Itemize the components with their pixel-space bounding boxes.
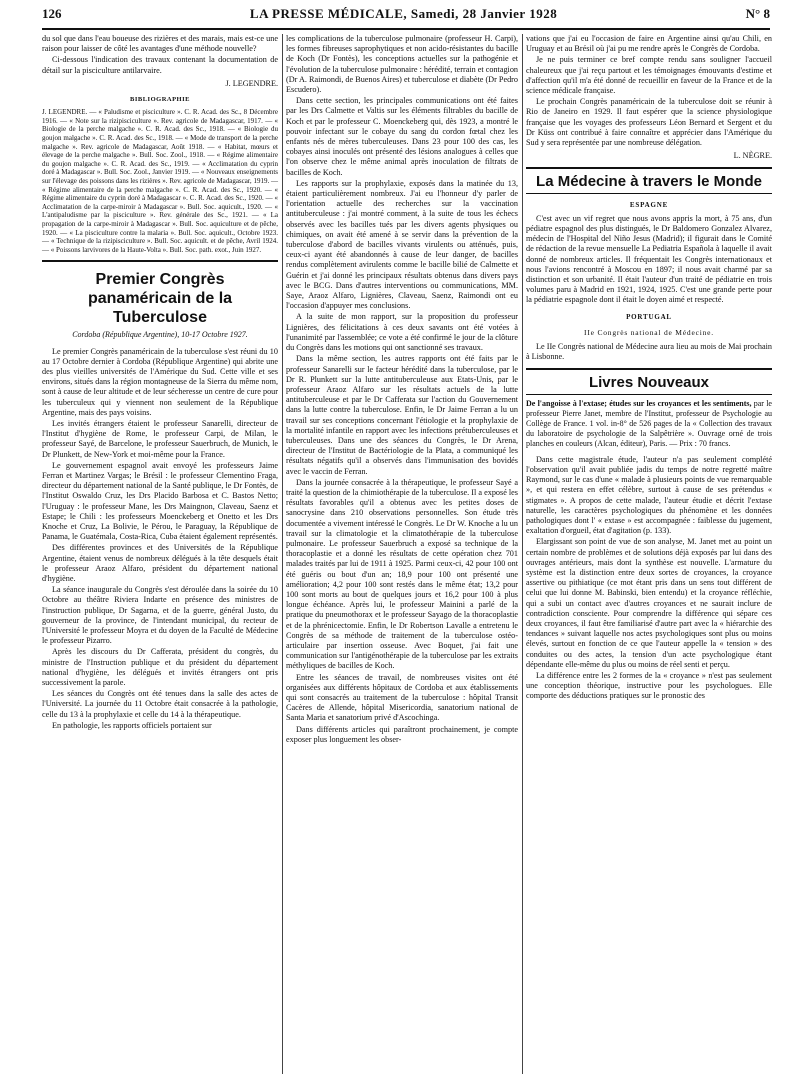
country-heading: PORTUGAL xyxy=(626,312,672,321)
author-signature: L. NÈGRE. xyxy=(733,151,772,161)
section-divider xyxy=(526,193,772,194)
paragraph: Je ne puis terminer ce bref compte rendu sans souligner l'accueil chaleureux que j'ai reçu partout et les témoignages émouvants d'estime et d'affection qu'il m'a été donné de recueillir en faveur de la France et de la science médicale française. xyxy=(526,55,772,96)
paragraph: C'est avec un vif regret que nous avons appris la mort, à 75 ans, d'un pédiatre espagnol des plus distingués, le Dr Baldomero Gonzalez Alvarez, médecin de l'Hospital del Niño Jesus (Madrid); il figurait dans le Comité de rédaction de la revue mensuelle La Pediatria Española à laquelle il avait donné de nombreux articles. Il fréquentait les Congrès internationaux et nous l'avions rencontré à Moscou en 1897; il nous avait charmé par sa distinction et son urbanité. Il était l'auteur d'un traité de pédiatrie en trois volumes paru à Madrid en 1921, 1924, 1925. C'est une grande perte pour la pédiatrie espagnole dont il était le doyen aimé et respecté. xyxy=(526,213,772,305)
book-title: De l'angoisse à l'extase; études sur les croyances et les sentiments, xyxy=(526,398,752,408)
paragraph: Les séances du Congrès ont été tenues dans la salle des actes de l'Université. La journée du 11 Octobre était consacrée à la pathologie, celle du 13 à la prophylaxie et celle du 14 à la thérapeutique. xyxy=(42,689,278,719)
article-title: Premier Congrès panaméricain de la Tuberculose xyxy=(87,271,233,327)
book-entry xyxy=(526,399,772,449)
bibliography-heading: BIBLIOGRAPHIE xyxy=(130,96,190,104)
paragraph: Les rapports sur la prophylaxie, exposés dans la matinée du 13, étaient particulièrement nombreux. J'ai eu l'honneur d'y parler de l'orientation actuelle des recherches sur la vaccination antituberculeuse : j'ai montré comment, à la suite de tous les échecs observés avec les bacilles tués par les divers agents physiques ou chimiques, on avait été amené à se servir dans la prévention de la tuberculose d'abord de bacilles vivants virulents ou atténués, puis, ceux-ci ayant été abandonnés à cause de leur danger, de bacilles rendus complètement avirulents comme le bacille bilié de Calmette et Guérin et j'ai donné les principaux résultats obtenus dans divers pays avec le BCG. Dans d'autres interventions ou communications, MM. Saye, Araoz Alfaro, Lignières, Claveau, Saenz, Raimondi ont eu l'occasion d'appuyer mes conclusions. xyxy=(286,178,518,311)
paragraph: Ci-dessous l'indication des travaux contenant la documentation de détail sur la pisciculture antilarvaire. xyxy=(42,55,278,75)
paragraph: Le gouvernement espagnol avait envoyé les professeurs Jaime Ferran et Martinez Vargas; le Brésil : le professeur Clementino Fraga, directeur du département national de la Santé publique, le Dr Fontès, de l'Institut Oswaldo Cruz, les Drs Placido Barbosa et C. Bastos Netto; l'Uruguay : le professeur Mane, les Drs Maingnon, Claveau, Saenz et Estape; le Chili : les professeurs Moenckeberg et Onetto et les Drs Knoche et Cruz, La Bolivie, le Pérou, le Paraguay, la République de Panama, le Guatémala, Costa-Rica, Cuba étaient également représentés. xyxy=(42,460,278,542)
section-divider xyxy=(526,167,772,169)
paragraph: A la suite de mon rapport, sur la proposition du professeur Lignières, des félicitations à ces deux savants ont été votées à l'unanimité par l'assemblée; ce vote a été confirmé le jour de la clôture du Congrès dans les motions qui ont sanctionné ses travaux. xyxy=(286,312,518,353)
column-3 xyxy=(526,34,772,703)
paragraph: Le IIe Congrès national de Médecine aura lieu au mois de Mai prochain à Lisbonne. xyxy=(526,342,772,362)
paragraph: Elargissant son point de vue de son analyse, M. Janet met au point un certain nombre de problèmes et de solutions déjà exposés par lui dans des ouvrages antérieurs, mais dont la synthèse est nouvelle. L'armature du système est la distinction entre deux sortes de croyances, la croyance assertive ou pithiatique (ce mot étant pris dans un sens tout différent de celui que lui donne M. Babinski, bien entendu) et la croyance réfléchie, qui a subi un contact avec d'autres croyances et ne saurait inclure de contradiction consciente. Pour comprendre la différence qui sépare ces deux croyances, il faut être familiarisé d'autre part avec la « hiérarchie des tendances » suivant laquelle nos actes psychologiques sont plus ou moins élevés, surtout en fonction de ce que l'auteur appelle la « tension » des conduites ou des actes, la tension d'un acte psychologique étant dépendante elle-même du plus ou moins de réel senti et perçu. xyxy=(526,537,772,669)
journal-title: LA PRESSE MÉDICALE, Samedi, 28 Janvier 1928 xyxy=(249,6,558,21)
paragraph: Dans cette section, les principales communications ont été faites par les Drs Calmette et Valtis sur les éléments filtrables du bacille de Koch et par le professeur C. Moenckeberg qui, dès 1923, a montré le pouvoir infectant sur le cobaye du sang du cordon fœtal chez les enfants nés de mères tuberculeuses. Dans 23 pour 100 des cas, les cobayes ainsi inoculés ont présenté des lésions analogues à celles que l'on observe chez le même animal après inoculation de filtrats de bacilles de Koch. xyxy=(286,96,518,177)
article-dateline: Cordoba (République Argentine), 10-17 Octobre 1927. xyxy=(72,330,248,340)
issue-number: N° 8 xyxy=(745,6,770,21)
paragraph: La séance inaugurale du Congrès s'est déroulée dans la soirée du 10 Octobre au théâtre Riviera Indarte en présence des ministres de l'instruction publique, Dr Sagarna, et de la guerre, général Justo, du gouverneur de la province, de l'intendant municipal, du recteur de l'Université le professeur Moyra et du doyen de la Faculté de Médecine le professeur Pizarro. xyxy=(42,585,278,646)
paragraph: Des différentes provinces et des Universités de la République Argentine, étaient venus de nombreux délégués à la tête desquels était le professeur Araoz Alfaro, président du département national d'hygiène. xyxy=(42,543,278,583)
paragraph: Les invités étrangers étaient le professeur Sanarelli, directeur de l'Institut d'hygiène de Rome, le professeur Carpi, de Milan, le professeur Sayé, de Barcelone, le professeur Sauerbruch, de Munich, le Dr Plunkett, de New-York et moi-même pour la France. xyxy=(42,418,278,459)
section-divider xyxy=(526,368,772,370)
paragraph: Entre les séances de travail, de nombreuses visites ont été organisées aux différents hôpitaux de Cordoba et aux établissements qui sont consacrés au traitement de la tuberculose : hôpital Transit Cacères de Allende, hôpital Misericordia, sanatorium national de Santa Maria et sanatorium privé d'Ascochinga. xyxy=(286,672,518,723)
section-title: Livres Nouveaux xyxy=(588,374,710,392)
paragraph: En pathologie, les rapports officiels portaient sur xyxy=(52,720,212,730)
paragraph: du sol que dans l'eau boueuse des rizières et des marais, mais est-ce une raison pour laisser de côté les avantages d'une méthode nouvelle? xyxy=(42,34,278,54)
paragraph: Dans la même section, les autres rapports ont été faits par le professeur Sanarelli sur le facteur hérédité dans la tuberculose, par le Dr R. Plunkett sur la lutte antituberculeuse aux Etats-Unis, par le professeur Araoz Alfaro sur les résultats actuels de la lutte antituberculeuse et par le Dr Cafferata sur l'action du Gouvernement dans la lutte contre la tuberculose. Enfin, le Dr Jaime Ferran a lu un travail sur ses conceptions concernant l'étiologie et la prophylaxie de la mortalité infantile en rapport avec les infections prétuberculeuses et tuberculeuses. Dans une des séances du Congrès, le Dr Arena, directeur de l'Institut de Bactériologie de la Plata, a communiqué les résultats négatifs qu'il a observés dans l'immunisation des bovidés avec le vaccin de Ferran. xyxy=(286,354,518,476)
bibliography-text: J. LEGENDRE. — « Paludisme et pisciculture ». C. R. Acad. des Sc., 8 Décembre 1916. — « Note sur la rizipisciculture ». Rev. agricole de Madagascar, 1917. — « Biologie de la perche malgache ». C. R. Acad. des Sc., 1918. — « Biologie du goujon malgache ». C. R. Acad. des Sc., 1918. — « Mode de transport de la perche malgache ». Rev. agricole de Madagascar, Août 1918. — « Habitat, mœurs et élevage de la perche malgache ». Bull. Soc. Zool., 1918. — « Régime alimentaire du goujon malgache ». C. R. Acad. des Sc., 1919. — « Acclimatation du cyprin doré à Madagascar ». Bull. Soc. Zool., Janvier 1919. — « Nouveaux enseignements sur l'élevage des poissons dans les rizières ». Rev. agricole de Madagascar, 1919. — « Régime alimentaire de la perche malgache ». C. R. Acad. des Sc., 1920. — « Régime alimentaire du cyprin doré à Madagascar ». C. R. Acad. des Sc., 1920. — « Acclimatation de la carpe-miroir à Madagascar ». Bull. Soc. aquicult., 1920. — « L'antipaludisme par la pisciculture ». Rev. générale des Sc., 1921. — « La propagation de la carpe-miroir à Madagascar ». Bull. Soc. aquiculture et de pêche, 1920. — « La pisciculture contre la malaria ». Bull. Soc. aquicult., Octobre 1923. — « Technique de la rizipisciculture ». Bull. Soc. aquicult. et de pêche, Avril 1924. — « Poissons larvivores de la Haute-Volta ». Bull. Soc. path. exot., Juin 1927. xyxy=(42,108,278,254)
paragraph: Le prochain Congrès panaméricain de la tuberculose doit se réunir à Rio de Janeiro en 1929. Il faut espérer que la science physiologique française que les voyages des professeurs Léon Bernard et Sergent et du Dr Küss ont contribué à faire connaître et apprécier dans l'Amérique du Sud y sera représentée par une nombreuse délégation. xyxy=(526,97,772,148)
column-1 xyxy=(42,34,278,732)
page-header xyxy=(42,6,770,30)
subheading: IIe Congrès national de Médecine. xyxy=(584,327,714,337)
section-divider xyxy=(42,260,278,262)
paragraph: Après les discours du Dr Cafferata, président du congrès, du ministre de l'Instruction publique et du président du département national d'hygiène, les délégués et invités étrangers ont pris successivement la parole. xyxy=(42,647,278,688)
paragraph: Le premier Congrès panaméricain de la tuberculose s'est réuni du 10 au 17 Octobre dernier à Cordoba (République Argentine) qui abrite une des plus vieilles universités de l'Amérique du Sud. Cette ville et ses environs, situés dans la région montagneuse de la Sierra du même nom, sont à cause de leur altitude et de leur sécheresse un centre de cure pour les tuberculeux qui y viennent non seulement de la République Argentine, mais des pays voisins. xyxy=(42,346,278,417)
column-divider xyxy=(522,34,523,1074)
paragraph: La différence entre les 2 formes de la « croyance » n'est pas seulement une conception théorique, instructive pour les psychologues. Elle comporte des déductions pratiques sur le pronostic des xyxy=(526,670,772,701)
column-divider xyxy=(282,34,283,1074)
book-details: par le professeur Pierre Janet, membre de l'Institut, professeur de Psychologie au Collège de France. 1 vol. in-8° de 526 pages de la « Collection des travaux du laboratoire de psychologie de la Salpêtrière ». Ouvrage orné de trois planches en couleurs (Alcan, éditeur), Paris. — Prix : 70 francs. xyxy=(526,398,772,448)
section-divider xyxy=(526,394,772,395)
paragraph: Dans différents articles qui paraîtront prochainement, je compte exposer plus longuement les obser- xyxy=(286,724,518,744)
author-signature: J. LEGENDRE. xyxy=(225,78,278,88)
paragraph: les complications de la tuberculose pulmonaire (professeur H. Carpi), les formes fibreuses saprophytiques et non acido-résistantes du bacille de Koch (Dr Fontès), les conceptions actuelles sur la pathogénie et l'évolution de la tuberculose pulmonaire : hérédité, terrain et contagion (Dr A. Raimondi, de Buenos Aires) et tuberculose et diabète (Dr Pedro Escudero). xyxy=(286,34,519,95)
paragraph: Dans la journée consacrée à la thérapeutique, le professeur Sayé a traité la question de la chimiothérapie de la tuberculose. Il a exposé les résultats favorables qu'il a obtenus avec les petites doses de sanocrysine dans 210 observations personnelles. Son étude très documentée a vivement intéressé le Congrès. Le Dr W. Knoche a lu un travail sur la climatologie et la climatothérapie de la tuberculose pulmonaire. Le professeur Sauerbruch a exposé sa technique de la thoracoplastie et a donné les résultats de cette opération chez 701 malades traités par lui de 1911 à 1925. Parmi ceux-ci, 42 pour 100 ont été guéris ou bout d'un an; 18,9 pour 100 ont présenté une amélioration; 4,2 pour 100 sont restés dans le même état; 13,2 pour 100 sont morts au bout de quelques jours et 16,2 pour 100 à plus longue échéance. Après lui, le professeur Mainini a parlé de la pratique du pneumothorax et le professeur Sayago de la thoracoplastie et de la phrénicectomie. Enfin, le Dr Robertson Lavalle a entretenu le Congrès de sa méthode de traitement de la tuberculose ostéo-articulaire par insertion osseuse. Avec Boquet, j'ai fait une communication sur l'antigénothérapie de la tuberculose par les extraits méthyliques de bacilles de Koch. xyxy=(286,477,518,671)
country-heading: ESPAGNE xyxy=(629,200,669,209)
page-number: 126 xyxy=(42,6,62,21)
column-2 xyxy=(286,34,518,746)
paragraph: Dans cette magistrale étude, l'auteur n'a pas seulement complété l'observation qu'il avait publiée jadis du temps de notre regretté maître Raymond, sur le cas d'une « malade à plusieurs points de vue remarquable », et qui restera en effet célèbre, surtout à cause de ses prétendus « stigmates ». A propos de cette malade, l'auteur étudie et décrit l'extase naturelle, les caractères psychologiques du phénomène et les données pathologiques dont l' « extase » est accompagnée : faiblesse du jugement, exaltation d'orgueil, état d'agitation (p. 133). xyxy=(526,454,772,536)
paragraph: vations que j'ai eu l'occasion de faire en Argentine ainsi qu'au Chili, en Uruguay et au Brésil où j'ai pu me rendre après le Congrès de Cordoba. xyxy=(526,34,772,54)
section-title: La Médecine à travers le Monde xyxy=(536,173,762,191)
